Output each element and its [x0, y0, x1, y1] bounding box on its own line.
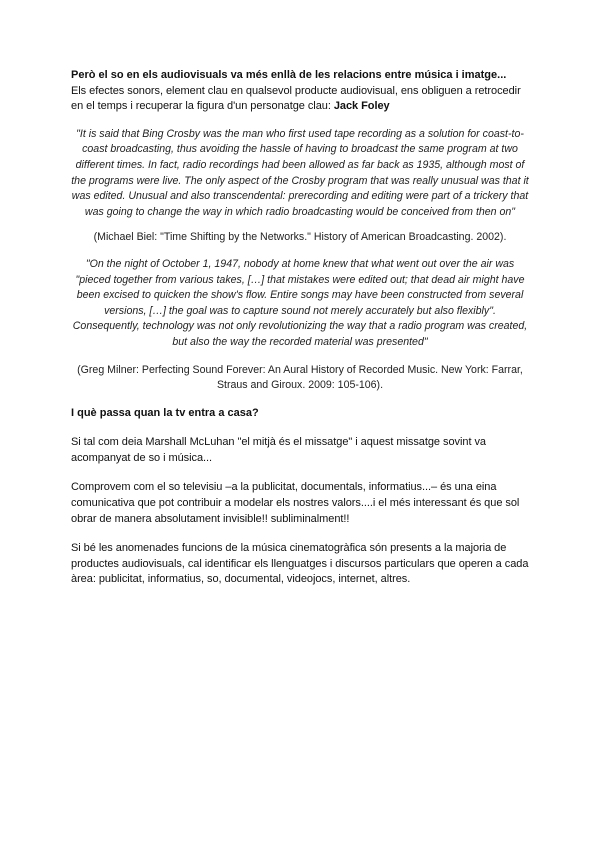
- document-page: [71, 68, 529, 588]
- intro-heading: Però el so en els audiovisuals va més enllà de les relacions entre música i imatge...: [71, 69, 507, 81]
- paragraph-mcluhan: Si tal com deia Marshall McLuhan "el mitjà és el missatge" i aquest missatge sovint va acompanyat de so i música...: [71, 436, 486, 464]
- intro-name: Jack Foley: [333, 100, 390, 113]
- citation-biel: (Michael Biel: "Time Shifting by the Networks." History of American Broadcasting. 2002).: [93, 231, 507, 244]
- quote-milner: "On the night of October 1, 1947, nobody at home knew that what went out over the air was "pieced together from various takes, […] that mistakes were edited out; that dead air might have been excised to quicken the show's flow. Entire songs may have been constructed from several versions, […] the goal was to capture sound not merely accurately but also flexibly". Consequently, technology was not only revolutionizing the way that a radio program was created, but also the way the recorded material was presented": [72, 257, 528, 348]
- quote-crosby: "It is said that Bing Crosby was the man who first used tape recording as a solution for coast-to-coast broadcasting, thus avoiding the hassle of having to broadcast the same program at two different times. In fact, radio recordings had been allowed as far back as 1935, although most of the programs were live. The only aspect of the Crosby program that was really unusual was that it was edited. Unusual and also transcendental: prerecording and editing were part of a trickery that was going to change the way in which radio broadcasting would be conceived from then on": [71, 127, 529, 218]
- paragraph-tv-sound: Comprovem com el so televisiu –a la publicitat, documentals, informatius...– és una eina comunicativa que pot contribuir a modelar els nostres valors....i el més interessant és que sol obrar de manera absolutament invisible!! subliminalment!!: [71, 481, 520, 525]
- paragraph-film-music-functions: Si bé les anomenades funcions de la música cinematogràfica són presents a la majoria de productes audiovisuals, cal identificar els llenguatges i discursos particulars que operen a cada àrea: publicitat, informatius, so, documental, videojocs, internet, altres.: [71, 542, 529, 586]
- section-heading: I què passa quan la tv entra a casa?: [71, 406, 259, 419]
- intro-paragraph: [71, 84, 529, 115]
- intro-text: Els efectes sonors, element clau en qualsevol producte audiovisual, ens obliguen a retrocedir en el temps i recuperar la figura d'un personatge clau:: [71, 84, 521, 113]
- citation-milner: (Greg Milner: Perfecting Sound Forever: An Aural History of Recorded Music. New York: Farrar, Straus and Giroux. 2009: 105-106).: [77, 363, 523, 392]
